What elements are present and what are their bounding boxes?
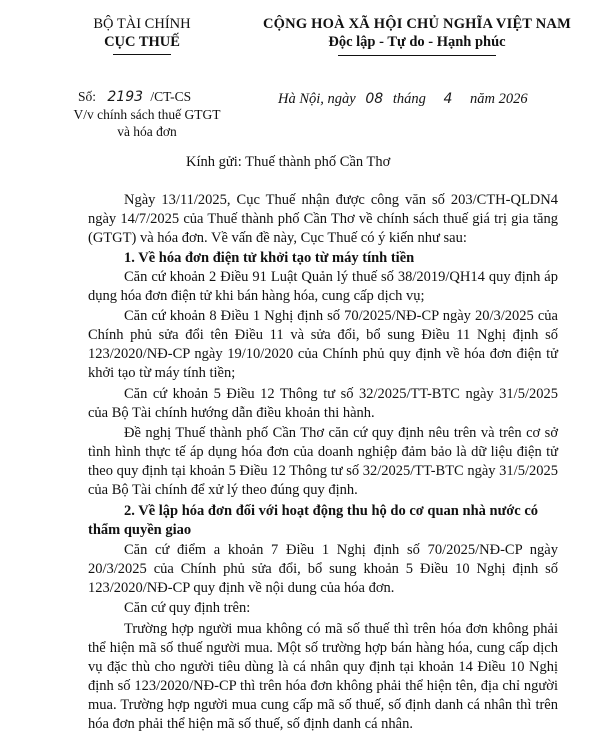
date-year: năm 2026: [470, 91, 528, 107]
section-1-paragraph-2: Căn cứ khoản 8 Điều 1 Nghị định số 70/2025/NĐ-CP ngày 20/3/2025 của Chính phủ sửa đổi tên Điều 11 và sửa đổi, bổ sung Điều 11 Nghị định số 123/2020/NĐ-CP ngày 19/10/2020 của Chính phủ quy định về hóa đơn điện tử khởi tạo từ máy tính tiền;: [88, 308, 558, 381]
subject-line-1: V/v chính sách thuế GTGT: [73, 107, 221, 122]
issue-date: [278, 91, 528, 108]
intro-paragraph: Ngày 13/11/2025, Cục Thuế nhận được công văn số 203/CTH-QLDN4 ngày 14/7/2025 của Thuế thành phố Cần Thơ về chính sách thuế giá trị gia tăng (GTGT) và hóa đơn. Về vấn đề này, Cục Thuế có ý kiến như sau:: [88, 192, 558, 246]
section-2-paragraph-2: Căn cứ quy định trên:: [124, 600, 251, 616]
recipient-line: Kính gửi: Thuế thành phố Cần Thơ: [186, 154, 391, 170]
doc-no-suffix: /CT-CS: [150, 89, 192, 104]
document-number: [78, 89, 191, 105]
department-name: CỤC THUẾ: [104, 34, 180, 50]
doc-no-prefix: Số:: [78, 89, 97, 104]
section-1-paragraph-4: Đề nghị Thuế thành phố Cần Thơ căn cứ quy định nêu trên và trên cơ sở tình hình thực tế áp dụng hóa đơn của doanh nghiệp đảm bảo là dữ liệu điện tử theo quy định tại khoản 5 Điều 12 Thông tư số 32/2025/TT-BTC ngày 31/5/2025 của Bộ Tài chính để xử lý theo đúng quy định.: [88, 425, 558, 498]
section-2-heading: 2. Về lập hóa đơn đối với hoạt động thu hộ do cơ quan nhà nước có thẩm quyền giao: [88, 503, 539, 538]
department-underline: [113, 54, 171, 55]
nation-title: CỘNG HOÀ XÃ HỘI CHỦ NGHĨA VIỆT NAM: [263, 16, 571, 32]
subject-line-2: và hóa đơn: [117, 124, 177, 139]
section-1-heading: 1. Về hóa đơn điện tử khởi tạo từ máy tính tiền: [124, 250, 415, 266]
date-month-label: tháng: [392, 91, 426, 107]
section-2-paragraph-3: Trường hợp người mua không có mã số thuế thì trên hóa đơn không phải thể hiện mã số thuế người mua. Một số trường hợp bán hàng hóa, cung cấp dịch vụ đặc thù cho người tiêu dùng là cá nhân quy định tại khoản 14 Điều 10 Nghị định số 123/2020/NĐ-CP thì trên hóa đơn không phải thể hiện tên, địa chỉ người mua. Trường hợp người mua cung cấp mã số thuế, số định danh cá nhân thì trên hóa đơn phải thể hiện mã số thuế, số định danh cá nhân.: [88, 621, 558, 732]
ministry-name: BỘ TÀI CHÍNH: [93, 16, 191, 32]
date-month: 4: [443, 91, 453, 107]
date-day: 08: [365, 91, 384, 107]
section-1-paragraph-1: Căn cứ khoản 2 Điều 91 Luật Quản lý thuế số 38/2019/QH14 quy định áp dụng hóa đơn điện tử khi bán hàng hóa, cung cấp dịch vụ;: [88, 269, 558, 304]
date-prefix: Hà Nội, ngày: [278, 91, 356, 107]
motto-underline: [338, 55, 496, 56]
section-2-paragraph-1: Căn cứ điểm a khoản 7 Điều 1 Nghị định số 70/2025/NĐ-CP ngày 20/3/2025 của Chính phủ sửa đổi, bổ sung khoản 5 Điều 10 Nghị định số 123/2020/NĐ-CP quy định về nội dung của hóa đơn.: [88, 542, 558, 596]
section-1-paragraph-3: Căn cứ khoản 5 Điều 12 Thông tư số 32/2025/TT-BTC ngày 31/5/2025 của Bộ Tài chính hướng dẫn điều khoản thi hành.: [88, 386, 558, 421]
doc-no-handwritten: 2193: [107, 89, 144, 105]
national-motto: Độc lập - Tự do - Hạnh phúc: [328, 34, 506, 50]
